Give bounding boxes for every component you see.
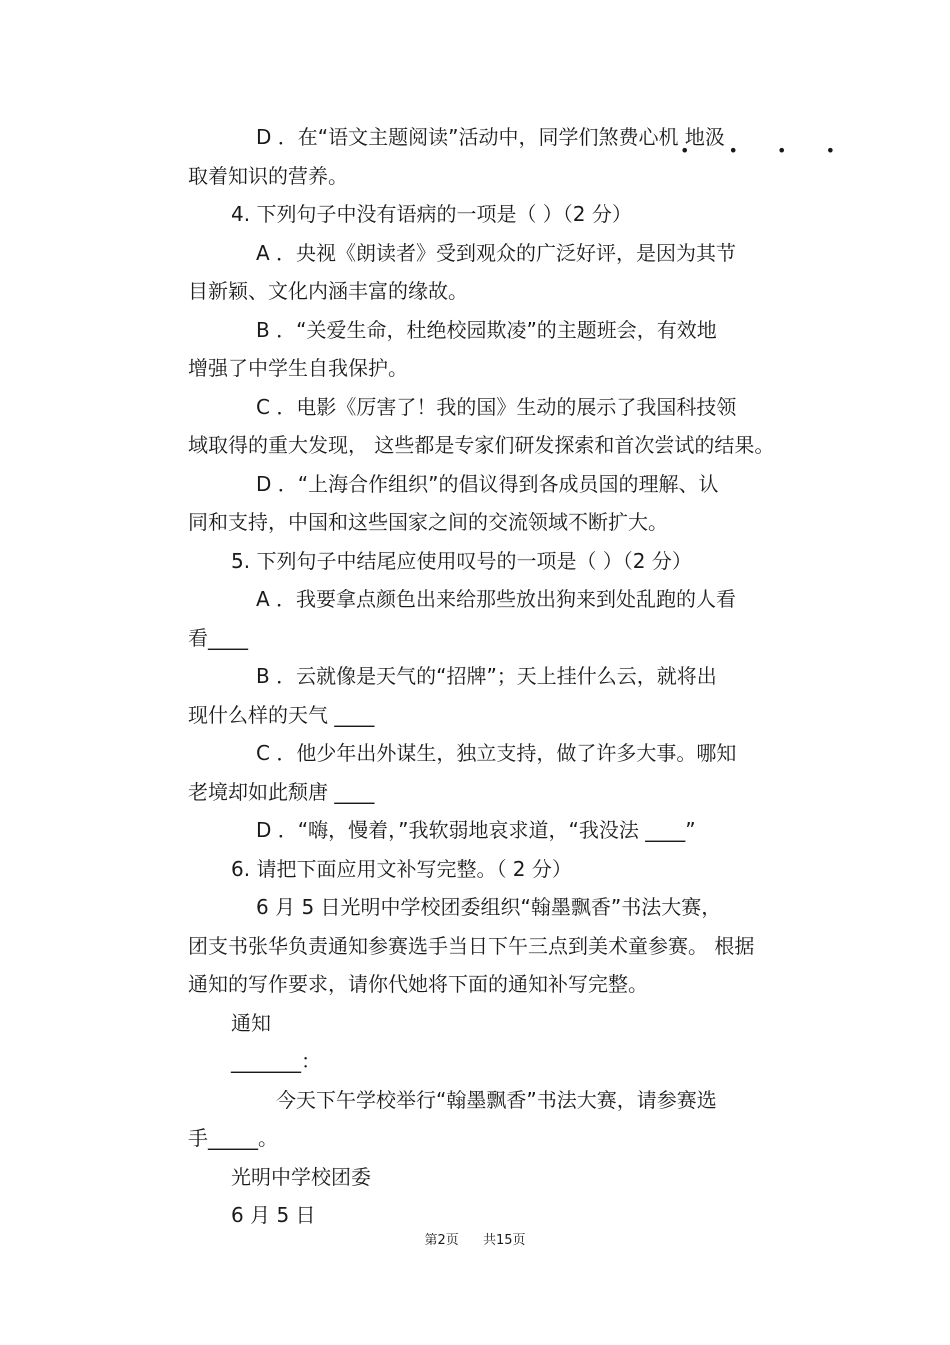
option-c: C ．电影《厉害了！我的国》生动的展示了我国科技领: [256, 395, 737, 419]
notice-body: 手_____。: [188, 1126, 278, 1150]
text-line: 通知的写作要求，请你代她将下面的通知补写完整。: [188, 972, 648, 996]
text-line: 增强了中学生自我保护。: [188, 356, 408, 380]
text-line: 取着知识的营养。: [188, 164, 348, 188]
page-total: 共15页: [482, 1233, 526, 1248]
option-a: A ．我要拿点颜色出来给那些放出狗来到处乱跑的人看: [256, 587, 737, 611]
text-line: 6 月 5 日光明中学校团委组织“翰墨飘香”书法大赛，: [256, 895, 722, 919]
text-line: 老境却如此颓唐 ____: [188, 780, 375, 804]
text-line: 看____: [188, 626, 248, 650]
question-4: 4. 下列句子中没有语病的一项是（ ）（2 分）: [231, 202, 632, 226]
page-number: 第2页: [424, 1233, 459, 1248]
notice-sender: 光明中学校团委: [231, 1165, 371, 1189]
option-d: D ．“上海合作组织”的倡议得到各成员国的理解、认: [256, 472, 719, 496]
text-line: 域取得的重大发现， 这些都是专家们研发探索和首次尝试的结果。: [188, 433, 775, 457]
text-line: 同和支持，中国和这些国家之间的交流领域不断扩大。: [188, 510, 668, 534]
question-6: 6. 请把下面应用文补写完整。（ 2 分）: [231, 857, 572, 881]
option-d: D ．“嗨，慢着，”我软弱地哀求道，“我没法 ____”: [256, 818, 696, 842]
notice-title: 通知: [231, 1011, 271, 1035]
notice-body: 今天下午学校举行“翰墨飘香”书法大赛，请参赛选: [276, 1088, 717, 1112]
option-c: C ．他少年出外谋生，独立支持，做了许多大事。哪知: [256, 741, 737, 765]
option-a: A ．央视《朗读者》受到观众的广泛好评，是因为其节: [256, 241, 737, 265]
option-b: B ．云就像是天气的“招牌”；天上挂什么云，就将出: [256, 664, 717, 688]
notice-recipient: _______：: [231, 1049, 321, 1073]
notice-date: 6 月 5 日: [231, 1203, 316, 1227]
page-footer: [0, 1233, 950, 1249]
text-line: 目新颖、文化内涵丰富的缘故。: [188, 279, 468, 303]
text-line: D ．在“语文主题阅读”活动中，同学们煞费心机 地汲: [256, 125, 725, 149]
option-b: B ．“关爱生命，杜绝校园欺凌”的主题班会，有效地: [256, 318, 717, 342]
question-5: 5. 下列句子中结尾应使用叹号的一项是（ ）（2 分）: [231, 549, 692, 573]
emphasis-dots: • • • •: [680, 141, 853, 160]
text-line: 现什么样的天气 ____: [188, 703, 375, 727]
text-line: 团支书张华负责通知参赛选手当日下午三点到美术童参赛。 根据: [188, 934, 755, 958]
